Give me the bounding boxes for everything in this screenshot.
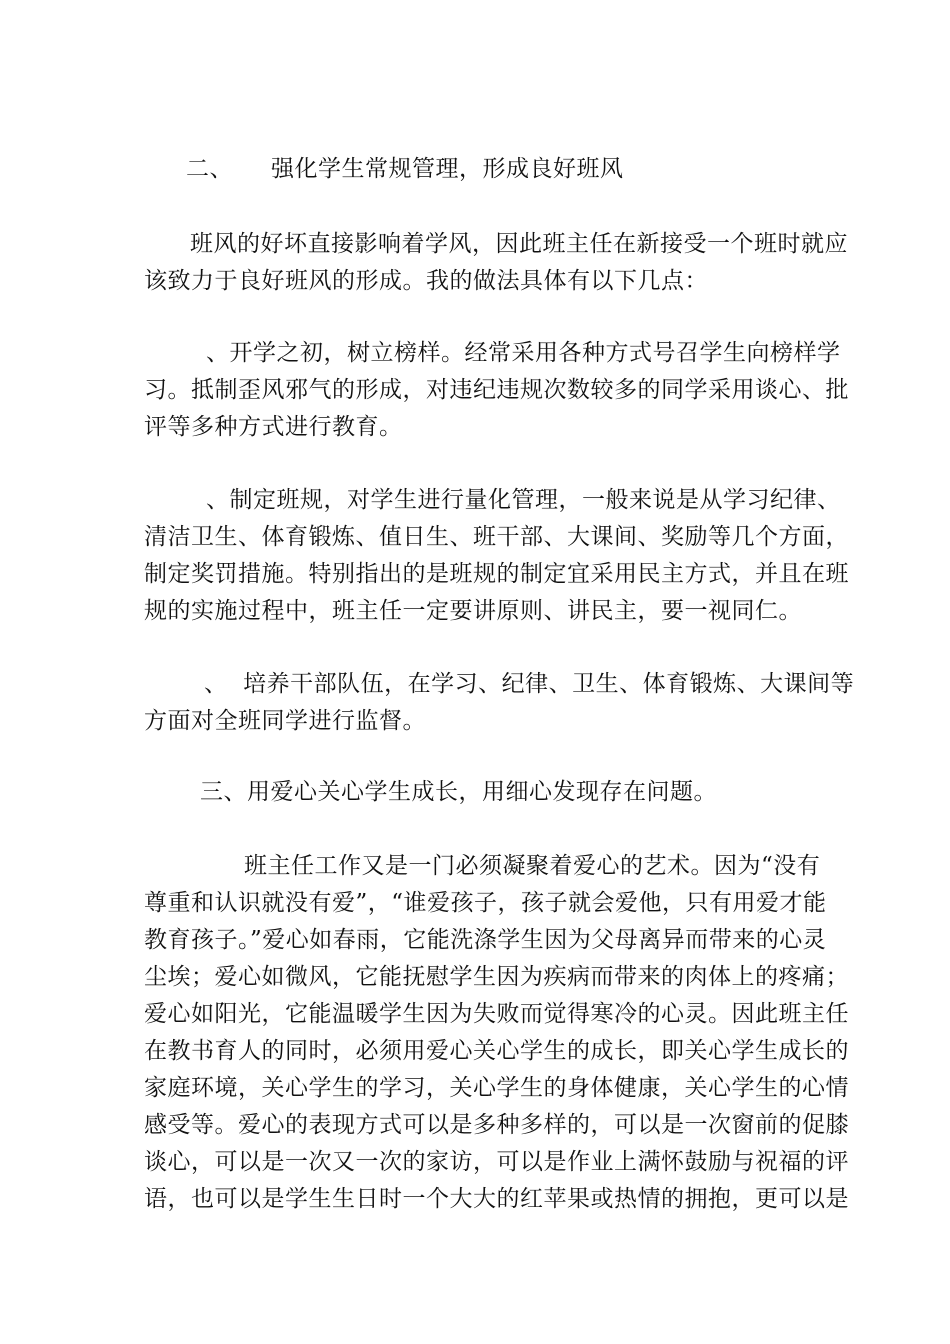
body-3-line: 家庭环境，关心学生的学习，关心学生的身体健康，关心学生的心情 [144, 1075, 849, 1101]
section-2-title: 强化学生常规管理，形成良好班风 [271, 156, 624, 182]
item-2-line: 清洁卫生、体育锻炼、值日生、班干部、大课间、奖励等几个方面， [144, 524, 849, 550]
section-3-title: 三、用爱心关心学生成长，用细心发现存在问题。 [200, 779, 717, 805]
item-1-line: 评等多种方式进行教育。 [144, 414, 403, 440]
intro-line: 该致力于良好班风的形成。我的做法具体有以下几点： [144, 268, 708, 294]
body-3-line: 语，也可以是学生生日时一个大大的红苹果或热情的拥抱，更可以是 [144, 1186, 849, 1212]
item-3-line: 、 培养干部队伍，在学习、纪律、卫生、体育锻炼、大课间等 [204, 671, 855, 697]
item-2-line: 规的实施过程中，班主任一定要讲原则、讲民主，要一视同仁。 [144, 598, 802, 624]
item-2-line: 制定奖罚措施。特别指出的是班规的制定宜采用民主方式，并且在班 [144, 561, 849, 587]
item-2-paragraph [144, 482, 849, 630]
section-3-heading [144, 774, 812, 811]
section-3-body [144, 848, 849, 1218]
body-3-line: 爱心如阳光，它能温暖学生因为失败而觉得寒冷的心灵。因此班主任 [144, 1001, 849, 1027]
item-3-line: 方面对全班同学进行监督。 [144, 708, 426, 734]
item-1-line: 、开学之初，树立榜样。经常采用各种方式号召学生向榜样学 [206, 340, 841, 366]
body-3-line: 尊重和认识就没有爱”，“谁爱孩子，孩子就会爱他，只有用爱才能 [144, 890, 827, 916]
body-3-line: 班主任工作又是一门必须凝聚着爱心的艺术。因为“没有 [244, 853, 821, 879]
body-3-line: 感受等。爱心的表现方式可以是多种多样的，可以是一次窗前的促膝 [144, 1112, 849, 1138]
intro-line: 班风的好坏直接影响着学风，因此班主任在新接受一个班时就应 [190, 231, 848, 257]
body-3-line: 在教书育人的同时，必须用爱心关心学生的成长，即关心学生成长的 [144, 1038, 849, 1064]
item-1-paragraph [144, 335, 849, 446]
intro-paragraph [144, 226, 848, 300]
item-2-line: 、制定班规，对学生进行量化管理，一般来说是从学习纪律、 [206, 487, 841, 513]
body-3-line: 教育孩子。”爱心如春雨，它能洗涤学生因为父母离异而带来的心灵 [144, 927, 827, 953]
section-2-heading [144, 151, 812, 188]
item-1-line: 习。抵制歪风邪气的形成，对违纪违规次数较多的同学采用谈心、批 [144, 377, 849, 403]
section-2-number: 二、 [186, 156, 233, 182]
item-3-paragraph [144, 666, 855, 740]
body-3-line: 谈心，可以是一次又一次的家访，可以是作业上满怀鼓励与祝福的评 [144, 1149, 849, 1175]
body-3-line: 尘埃；爱心如微风，它能抚慰学生因为疾病而带来的肉体上的疼痛； [144, 964, 849, 990]
